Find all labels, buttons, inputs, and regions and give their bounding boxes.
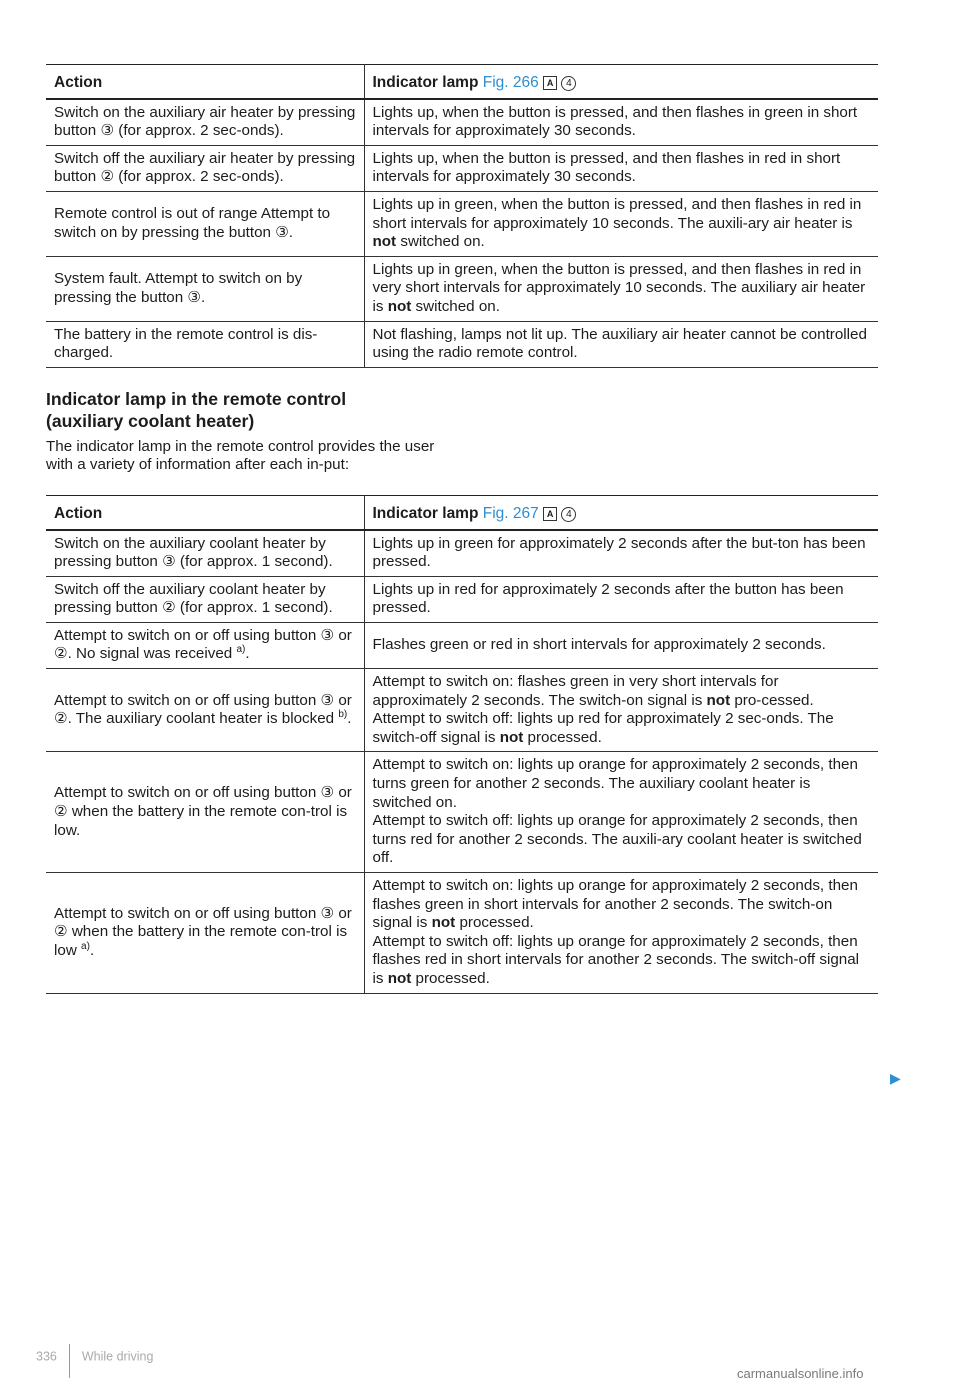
- section-heading-line1: Indicator lamp in the remote control: [46, 388, 347, 409]
- table-row: [46, 873, 878, 994]
- footnote-marker: b): [338, 709, 348, 721]
- indicator-cell: [364, 669, 878, 752]
- switch-off-text: [373, 933, 871, 989]
- action-cell: Switch off the auxiliary air heater by pressing button ② (for approx. 2 sec-onds).: [46, 145, 364, 191]
- action-cell: [46, 622, 364, 668]
- indicator-cell: Lights up, when the button is pressed, and then flashes in red in short intervals for approximately 30 seconds.: [364, 145, 878, 191]
- table-header-row: [46, 65, 878, 99]
- callout-4-icon: 4: [561, 507, 576, 522]
- indicator-cell: Flashes green or red in short intervals for approximately 2 seconds.: [364, 622, 878, 668]
- watermark-text: carmanualsonline.info: [737, 1366, 864, 1381]
- indicator-header-label: Indicator lamp: [372, 504, 479, 522]
- indicator-text: Attempt to switch off: lights up red for approximately 2 sec-onds. The switch-off signal is: [372, 710, 834, 746]
- action-cell: The battery in the remote control is dis-charged.: [46, 321, 364, 367]
- action-text: Switch off the auxiliary coolant heater by pressing button ② (for approx. 1 second).: [54, 580, 333, 617]
- indicator-text: Attempt to switch on: lights up orange for approximately 2 seconds, then flashes green in short intervals for another 2 seconds. The switch-on signal is: [372, 877, 858, 932]
- table-row: [46, 669, 878, 752]
- section-intro: The indicator lamp in the remote control provides the user with a variety of information after each in-put:: [46, 437, 435, 474]
- emphasis-text: not: [499, 728, 524, 746]
- footer-divider: [69, 1344, 70, 1378]
- action-column-header: Action: [46, 65, 364, 99]
- indicator-cell: [364, 256, 878, 321]
- indicator-cell: Not flashing, lamps not lit up. The auxiliary air heater cannot be controlled using the radio remote control.: [364, 321, 878, 367]
- page-footer: [36, 1340, 153, 1374]
- indicator-cell: Lights up in green for approximately 2 seconds after the but-ton has been pressed.: [364, 530, 878, 577]
- action-cell: Attempt to switch on or off using button ③ or ② when the battery in the remote con-trol is low.: [46, 752, 364, 873]
- figure-reference-link[interactable]: Fig. 266: [482, 74, 539, 91]
- emphasis-text: not: [706, 691, 731, 709]
- table-row: [46, 576, 878, 622]
- coolant-heater-section: [46, 388, 436, 475]
- page-number: 336: [36, 1349, 57, 1364]
- footnote-marker: a): [81, 941, 90, 953]
- switch-off-text: [373, 710, 871, 747]
- emphasis-text: not: [431, 914, 456, 932]
- action-cell: [46, 576, 364, 622]
- indicator-text: Attempt to switch off: lights up orange for approximately 2 seconds, then flashes red in short intervals for another 2 seconds. The switch-off signal is: [372, 932, 860, 987]
- table-row: [46, 752, 878, 873]
- action-cell: [46, 669, 364, 752]
- section-heading-line2: (auxiliary coolant heater): [46, 410, 255, 431]
- indicator-text: Lights up in green, when the button is pressed, and then flashes in red in very short intervals for approximately 10 seconds. The auxiliary air heater is: [372, 260, 866, 315]
- figure-reference-link[interactable]: Fig. 267: [482, 504, 539, 522]
- table-header-row: [46, 495, 878, 529]
- action-text-end: .: [89, 942, 95, 960]
- figure-box-a-icon: A: [543, 76, 557, 90]
- callout-4-icon: 4: [561, 76, 576, 91]
- table-row: [46, 191, 878, 256]
- indicator-cell: Lights up, when the button is pressed, and then flashes in green in short intervals for approximately 30 seconds.: [364, 99, 878, 146]
- footer-section-title: While driving: [81, 1349, 154, 1364]
- emphasis-text: not: [387, 969, 412, 987]
- indicator-text: processed.: [411, 969, 490, 987]
- switch-off-text: Attempt to switch off: lights up orange for approximately 2 seconds, then turns red for another 2 seconds. The auxili-ary coolant heater is switched off.: [372, 812, 862, 867]
- indicator-text: switched on.: [411, 297, 500, 315]
- switch-on-text: [373, 877, 871, 933]
- action-text-end: .: [347, 710, 352, 728]
- section-heading: [46, 388, 436, 432]
- action-cell: Remote control is out of range Attempt to switch on by pressing the button ③.: [46, 191, 364, 256]
- table-row: [46, 99, 878, 146]
- coolant-heater-indicator-table: [46, 495, 878, 994]
- indicator-cell: [364, 873, 878, 994]
- switch-on-text: Attempt to switch on: lights up orange for approximately 2 seconds, then turns green for another 2 seconds. The auxiliary coolant heater is switched on.: [372, 756, 858, 811]
- air-heater-indicator-table: [46, 64, 878, 368]
- table-row: [46, 321, 878, 367]
- action-text: Attempt to switch on or off using button ③ or ② when the battery in the remote con-trol is low: [54, 904, 352, 960]
- action-cell: Switch on the auxiliary coolant heater by pressing button ③ (for approx. 1 second).: [46, 530, 364, 577]
- action-cell: System fault. Attempt to switch on by pressing the button ③.: [46, 256, 364, 321]
- indicator-text: processed.: [455, 914, 534, 932]
- action-text: Attempt to switch on or off using button ③ or ②. No signal was received: [54, 626, 352, 663]
- action-cell: [46, 873, 364, 994]
- emphasis-text: not: [372, 233, 397, 251]
- table-row: [46, 530, 878, 577]
- indicator-header-label: Indicator lamp: [372, 74, 479, 91]
- switch-on-text: [373, 673, 871, 710]
- indicator-text: Lights up in green, when the button is pressed, and then flashes in red in short intervals for approximately 10 seconds. The auxili-ary air heater is: [372, 195, 862, 232]
- emphasis-text: not: [387, 297, 412, 315]
- figure-box-a-icon: A: [543, 507, 557, 521]
- indicator-cell: Lights up in red for approximately 2 seconds after the button has been pressed.: [364, 576, 878, 622]
- manual-page: [46, 64, 878, 994]
- footnote-marker: a): [236, 644, 246, 656]
- table-row: [46, 145, 878, 191]
- indicator-text: pro-cessed.: [730, 691, 814, 709]
- action-text-end: .: [245, 645, 250, 663]
- table-row: [46, 622, 878, 668]
- action-column-header: Action: [46, 495, 364, 529]
- indicator-cell: [364, 191, 878, 256]
- continue-arrow-icon: ▶: [890, 1070, 901, 1086]
- indicator-column-header: [364, 65, 878, 99]
- indicator-text: processed.: [523, 728, 602, 746]
- action-cell: Switch on the auxiliary air heater by pressing button ③ (for approx. 2 sec-onds).: [46, 99, 364, 146]
- indicator-text: switched on.: [396, 233, 485, 251]
- indicator-column-header: [364, 495, 878, 529]
- indicator-cell: [364, 752, 878, 873]
- action-text: Attempt to switch on or off using button ③ or ②. The auxiliary coolant heater is blocked: [54, 691, 352, 728]
- indicator-text: Attempt to switch on: flashes green in very short intervals for approximately 2 seconds. The switch-on signal is: [372, 673, 779, 709]
- table-row: [46, 256, 878, 321]
